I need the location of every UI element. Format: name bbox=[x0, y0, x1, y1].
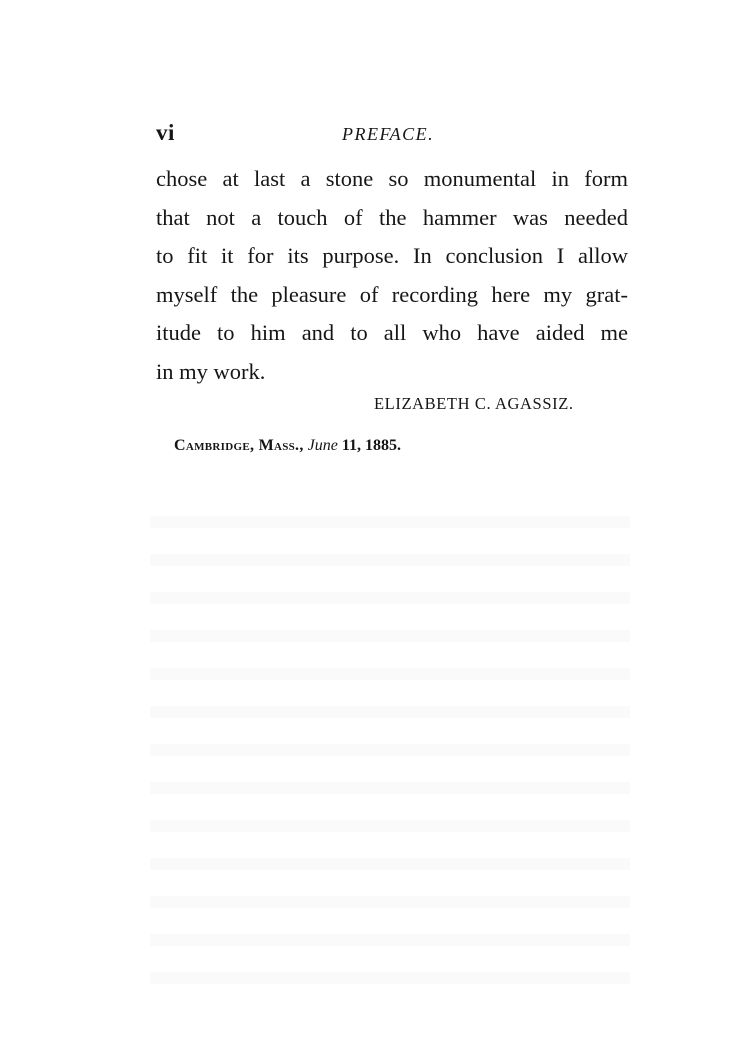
dateline-month: June bbox=[307, 437, 338, 454]
preface-body bbox=[156, 160, 628, 391]
text-line: that not a touch of the hammer was needed bbox=[156, 204, 628, 230]
page-number: vi bbox=[156, 120, 175, 145]
dateline-place: Cambridge, Mass., bbox=[174, 437, 304, 454]
page-header bbox=[156, 120, 628, 154]
text-line: myself the pleasure of recording here my grat- bbox=[156, 281, 628, 307]
dateline bbox=[174, 437, 401, 455]
author-signature: ELIZABETH C. AGASSIZ. bbox=[374, 394, 574, 413]
show-through-texture bbox=[150, 490, 630, 990]
text-line: itude to him and to all who have aided me bbox=[156, 320, 628, 345]
dateline-day-year: 11, 1885. bbox=[341, 437, 401, 454]
text-line: to fit it for its purpose. In conclusion I allow bbox=[156, 243, 628, 268]
text-line: chose at last a stone so monumental in form bbox=[156, 166, 628, 191]
running-head: PREFACE. bbox=[342, 124, 435, 144]
text-line: in my work. bbox=[156, 358, 266, 384]
